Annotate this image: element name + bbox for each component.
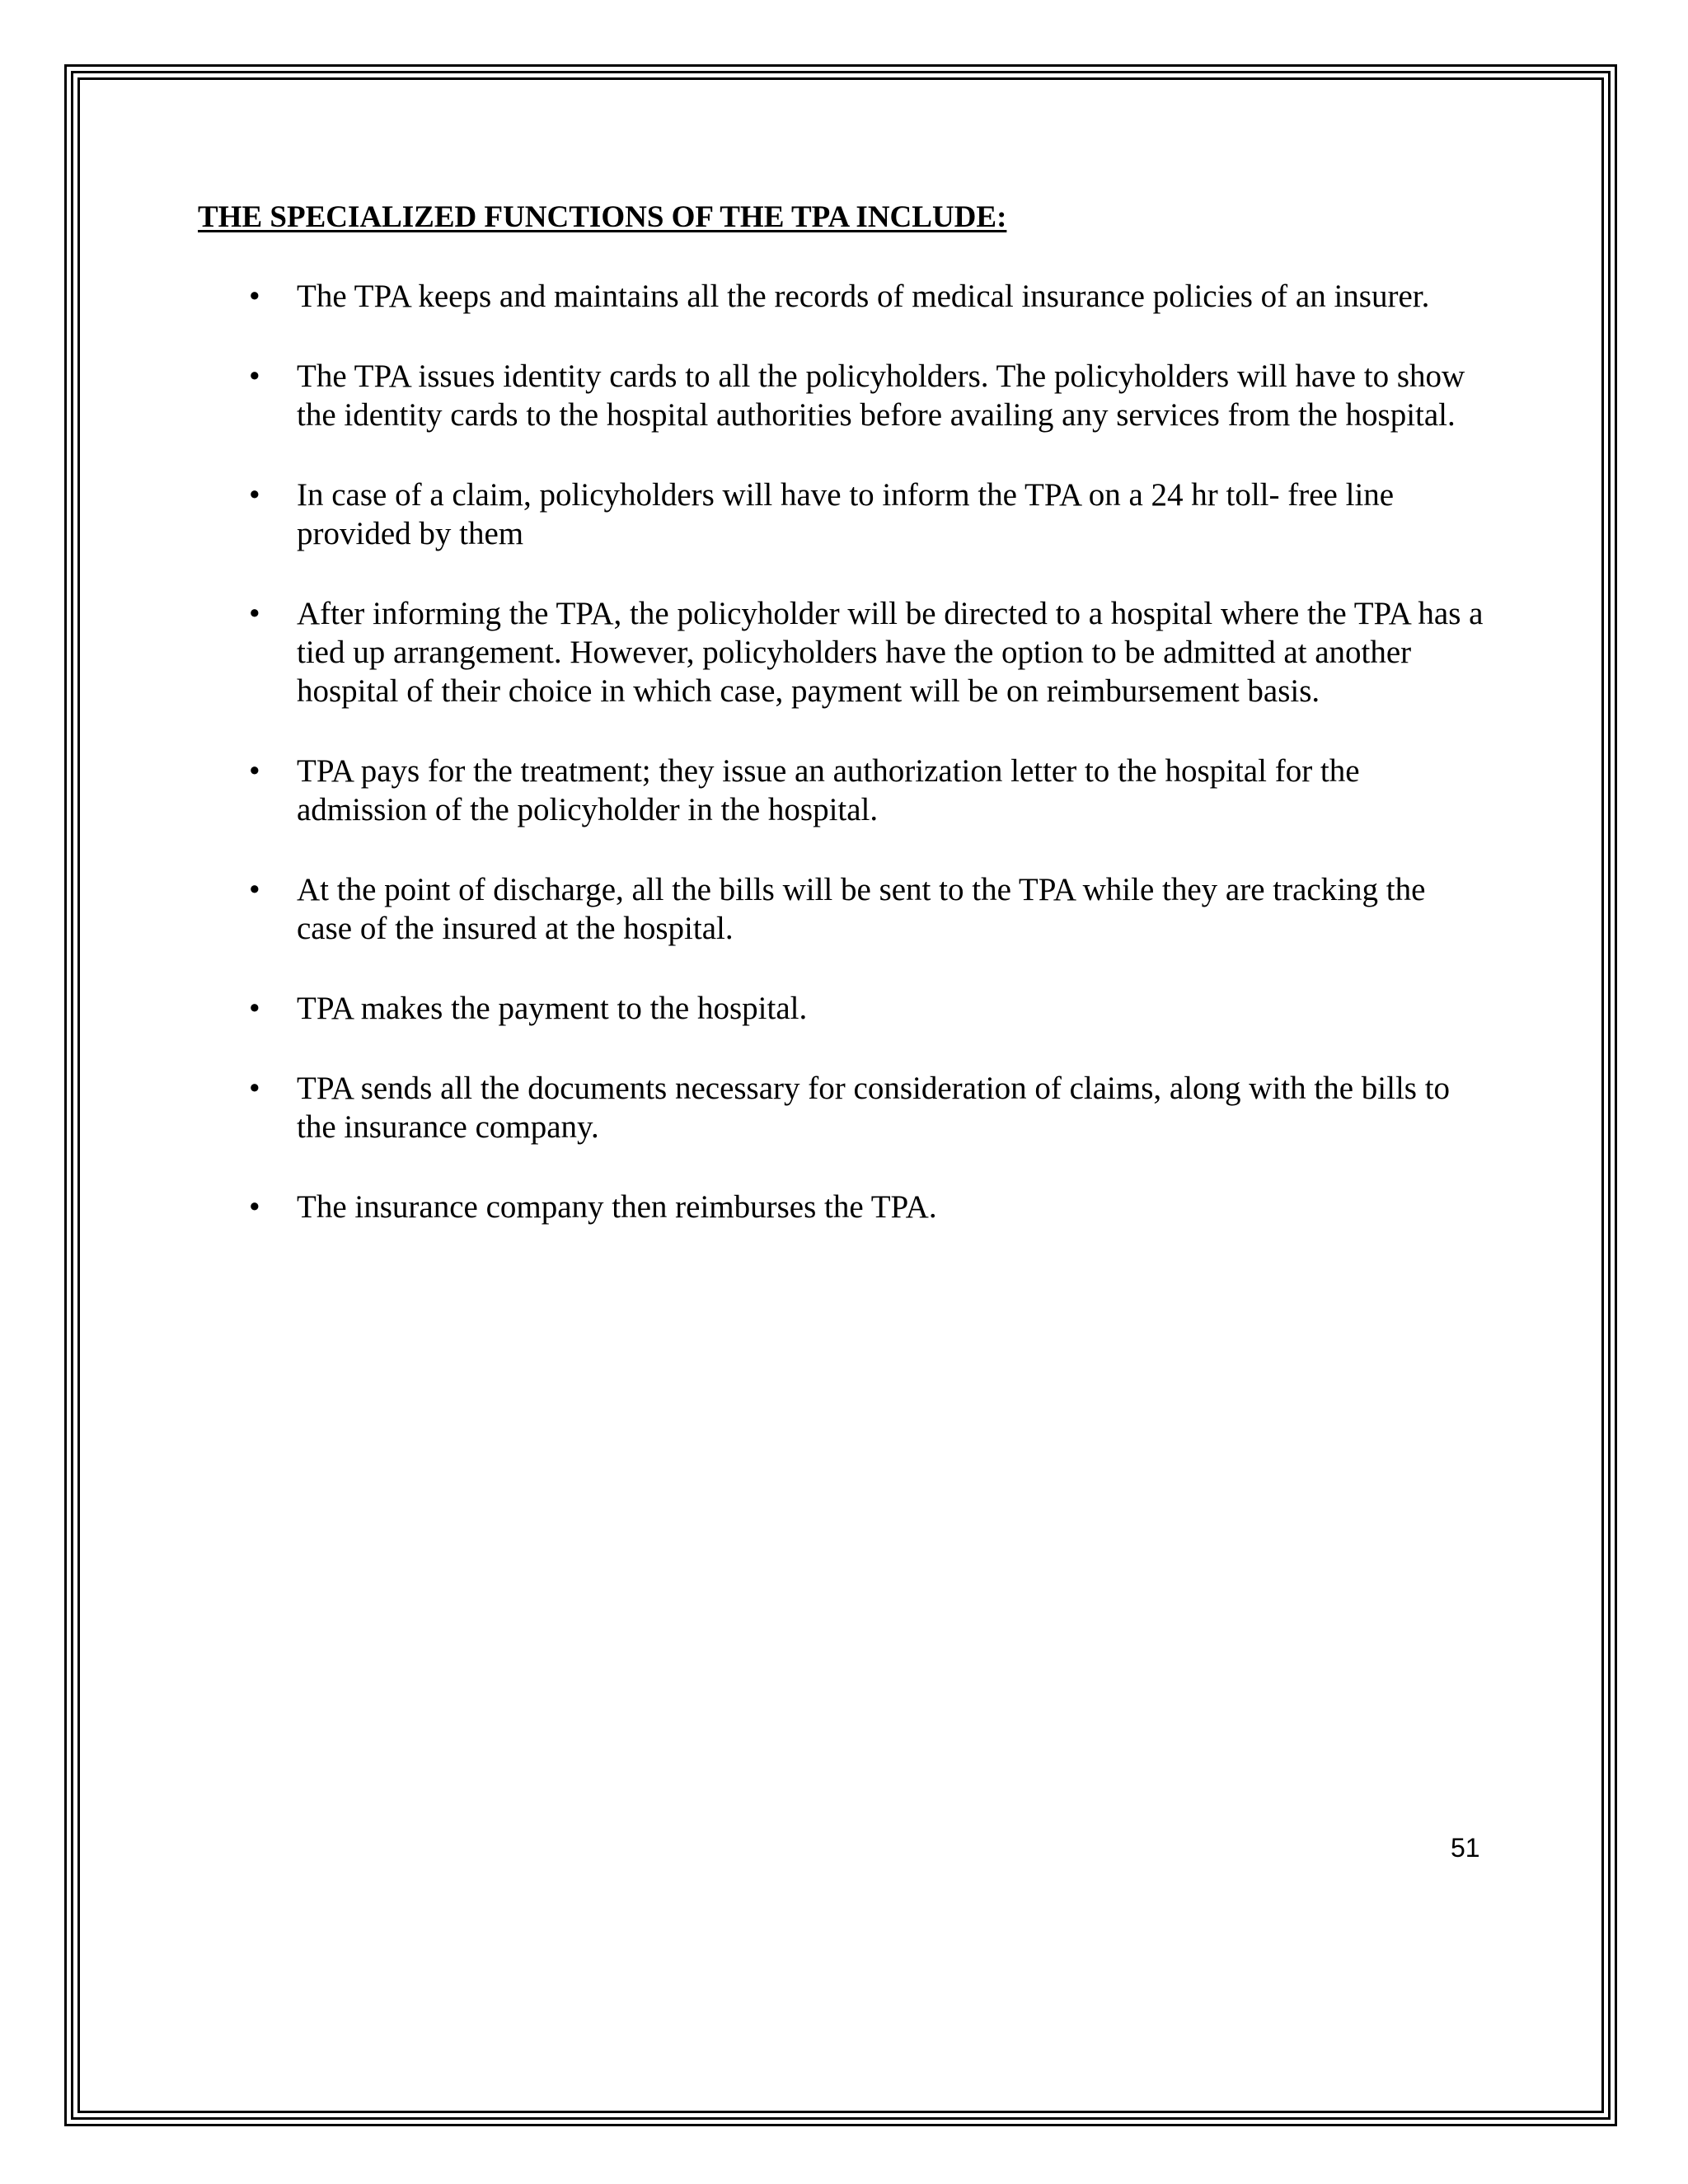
list-item	[198, 476, 1484, 553]
list-item	[198, 752, 1484, 829]
list-item	[198, 1069, 1484, 1146]
list-item	[198, 594, 1484, 710]
list-item	[198, 277, 1484, 316]
page-number: 51	[1451, 1833, 1480, 1863]
list-item-text: TPA sends all the documents necessary for consideration of claims, along with the bills to the insurance company.	[297, 1071, 1451, 1145]
bullet-icon: •	[249, 872, 260, 907]
bullet-icon: •	[249, 279, 260, 314]
bullet-list	[198, 277, 1484, 1226]
list-item	[198, 1188, 1484, 1226]
list-item	[198, 357, 1484, 434]
bullet-icon: •	[249, 359, 260, 394]
section-heading: THE SPECIALIZED FUNCTIONS OF THE TPA INCLUDE:	[198, 200, 1007, 234]
bullet-icon: •	[249, 1189, 260, 1225]
list-item-text: The TPA issues identity cards to all the policyholders. The policyholders will have to show the identity cards to the hospital authorities before availing any services from the hospital.	[297, 359, 1465, 433]
list-item-text: In case of a claim, policyholders will have to inform the TPA on a 24 hr toll- free line provided by them	[297, 477, 1395, 551]
list-item-text: After informing the TPA, the policyholder will be directed to a hospital where the TPA has a tied up arrangement. However, policyholders have the option to be admitted at another hospital of their choice in which case, payment will be on reimbursement basis.	[297, 596, 1484, 709]
bullet-icon: •	[249, 753, 260, 789]
bullet-icon: •	[249, 1071, 260, 1106]
bullet-icon: •	[249, 596, 260, 631]
bullet-icon: •	[249, 477, 260, 513]
list-item-text: At the point of discharge, all the bills will be sent to the TPA while they are tracking the case of the insured at the hospital.	[297, 872, 1426, 946]
page-content	[198, 191, 1484, 1268]
bullet-icon: •	[249, 991, 260, 1026]
list-item	[198, 870, 1484, 948]
list-item-text: The insurance company then reimburses the TPA.	[297, 1189, 937, 1225]
list-item-text: The TPA keeps and maintains all the records of medical insurance policies of an insurer.	[297, 279, 1430, 314]
list-item-text: TPA makes the payment to the hospital.	[297, 991, 808, 1026]
list-item-text: TPA pays for the treatment; they issue an authorization letter to the hospital for the admission of the policyholder in the hospital.	[297, 753, 1360, 827]
list-item	[198, 989, 1484, 1028]
